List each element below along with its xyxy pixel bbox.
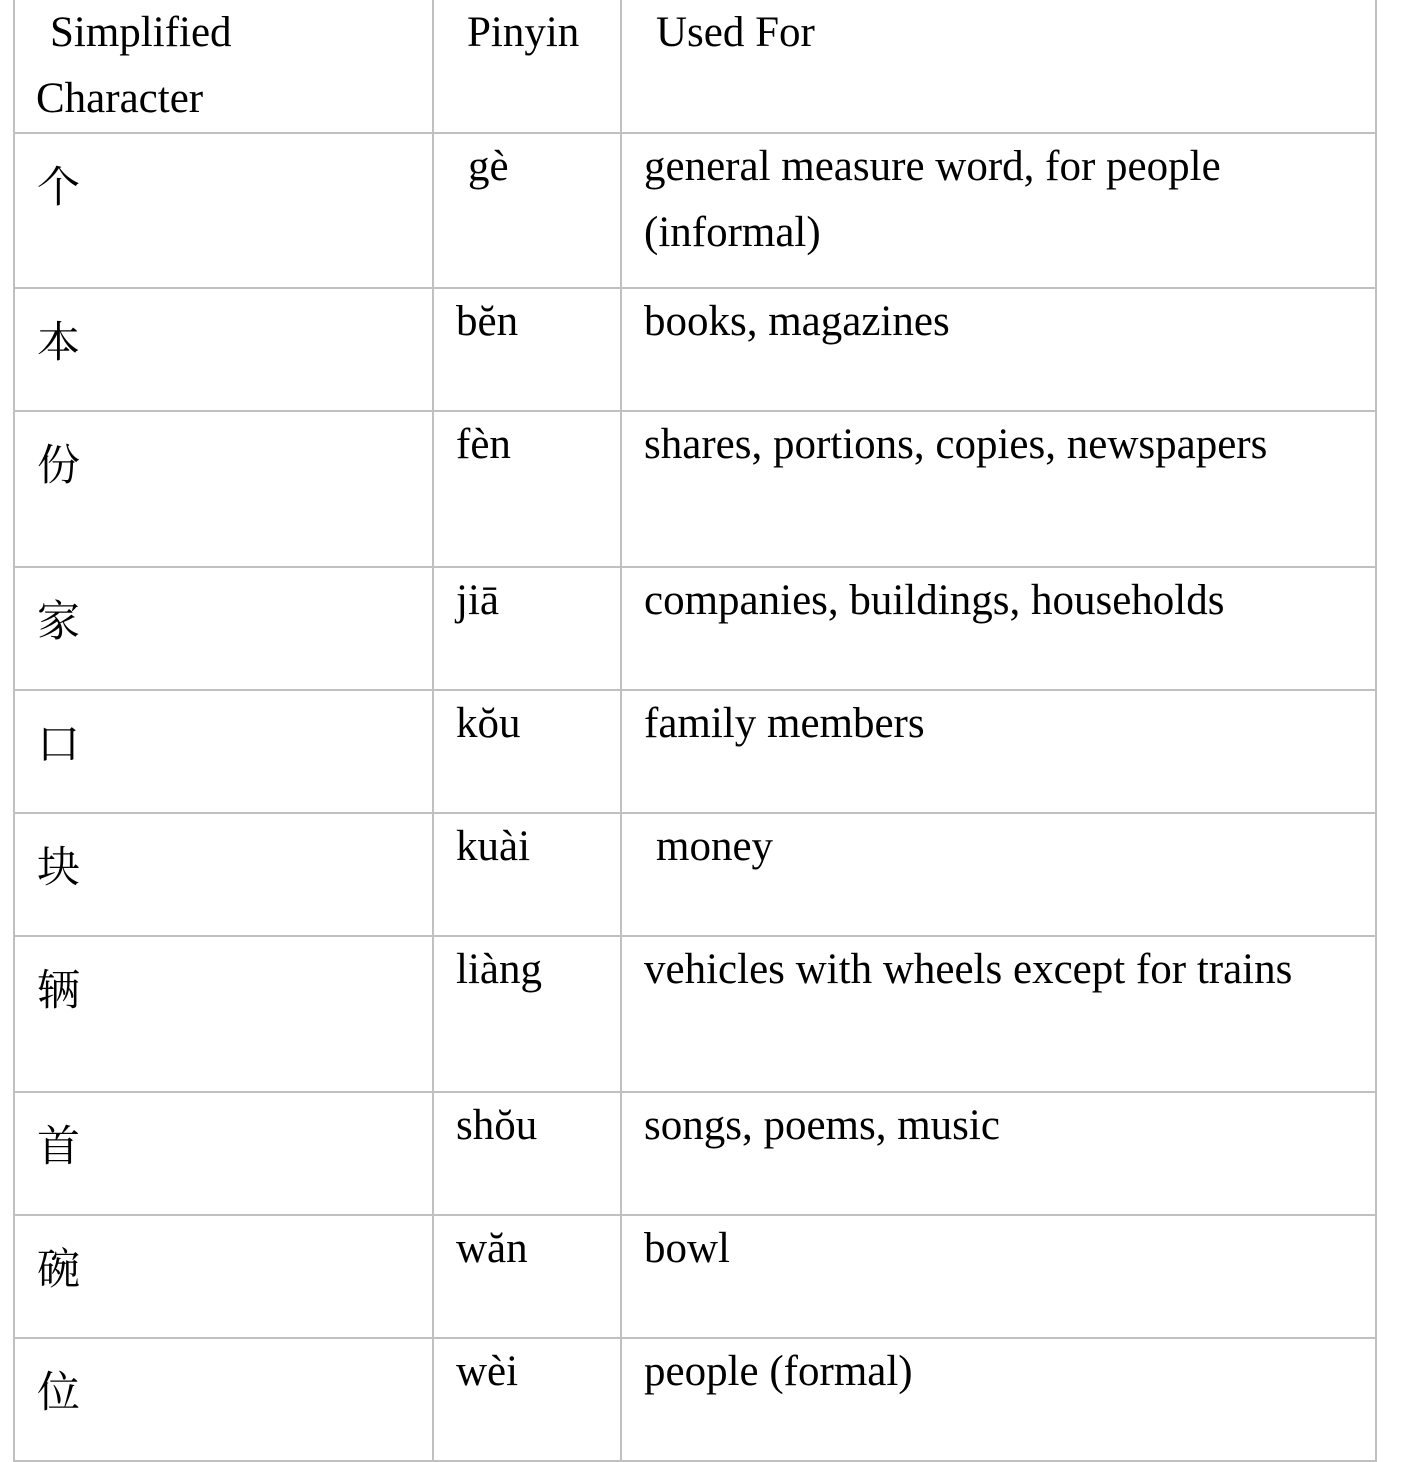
header-character-line2: Character [36,75,204,122]
table-header-row [14,0,1376,133]
pinyin-cell: gè [433,133,621,288]
used-for-cell: books, magazines [621,288,1376,411]
table-row [14,411,1376,567]
table-row [14,288,1376,411]
table-row [14,1215,1376,1338]
header-pinyin: Pinyin [433,0,621,133]
pinyin-cell: jiā [433,567,621,690]
used-for-cell: general measure word, for people (informal) [621,133,1376,288]
table-row [14,1092,1376,1215]
pinyin-cell: fèn [433,411,621,567]
pinyin-cell: kŏu [433,690,621,813]
pinyin-cell: kuài [433,813,621,936]
character-cell: 个 [14,133,433,288]
header-character-line1: Simplified [50,9,232,56]
header-simplified-character [14,0,433,133]
pinyin-cell: wăn [433,1215,621,1338]
character-cell: 份 [14,411,433,567]
character-cell: 家 [14,567,433,690]
character-cell: 首 [14,1092,433,1215]
measure-words-table [13,0,1377,1462]
pinyin-cell: bĕn [433,288,621,411]
character-cell: 本 [14,288,433,411]
character-cell: 辆 [14,936,433,1092]
character-cell: 块 [14,813,433,936]
character-cell: 碗 [14,1215,433,1338]
used-for-cell: family members [621,690,1376,813]
used-for-cell: vehicles with wheels except for trains [621,936,1376,1092]
used-for-cell: songs, poems, music [621,1092,1376,1215]
used-for-cell: shares, portions, copies, newspapers [621,411,1376,567]
character-cell: 位 [14,1338,433,1461]
used-for-cell: bowl [621,1215,1376,1338]
table-row [14,936,1376,1092]
table-row [14,690,1376,813]
table-row [14,813,1376,936]
pinyin-cell: liàng [433,936,621,1092]
table-row [14,1338,1376,1461]
used-for-cell: money [621,813,1376,936]
table-row [14,133,1376,288]
table-row [14,567,1376,690]
pinyin-cell: wèi [433,1338,621,1461]
pinyin-cell: shŏu [433,1092,621,1215]
character-cell: 口 [14,690,433,813]
used-for-cell: people (formal) [621,1338,1376,1461]
used-for-cell: companies, buildings, households [621,567,1376,690]
header-used-for: Used For [621,0,1376,133]
